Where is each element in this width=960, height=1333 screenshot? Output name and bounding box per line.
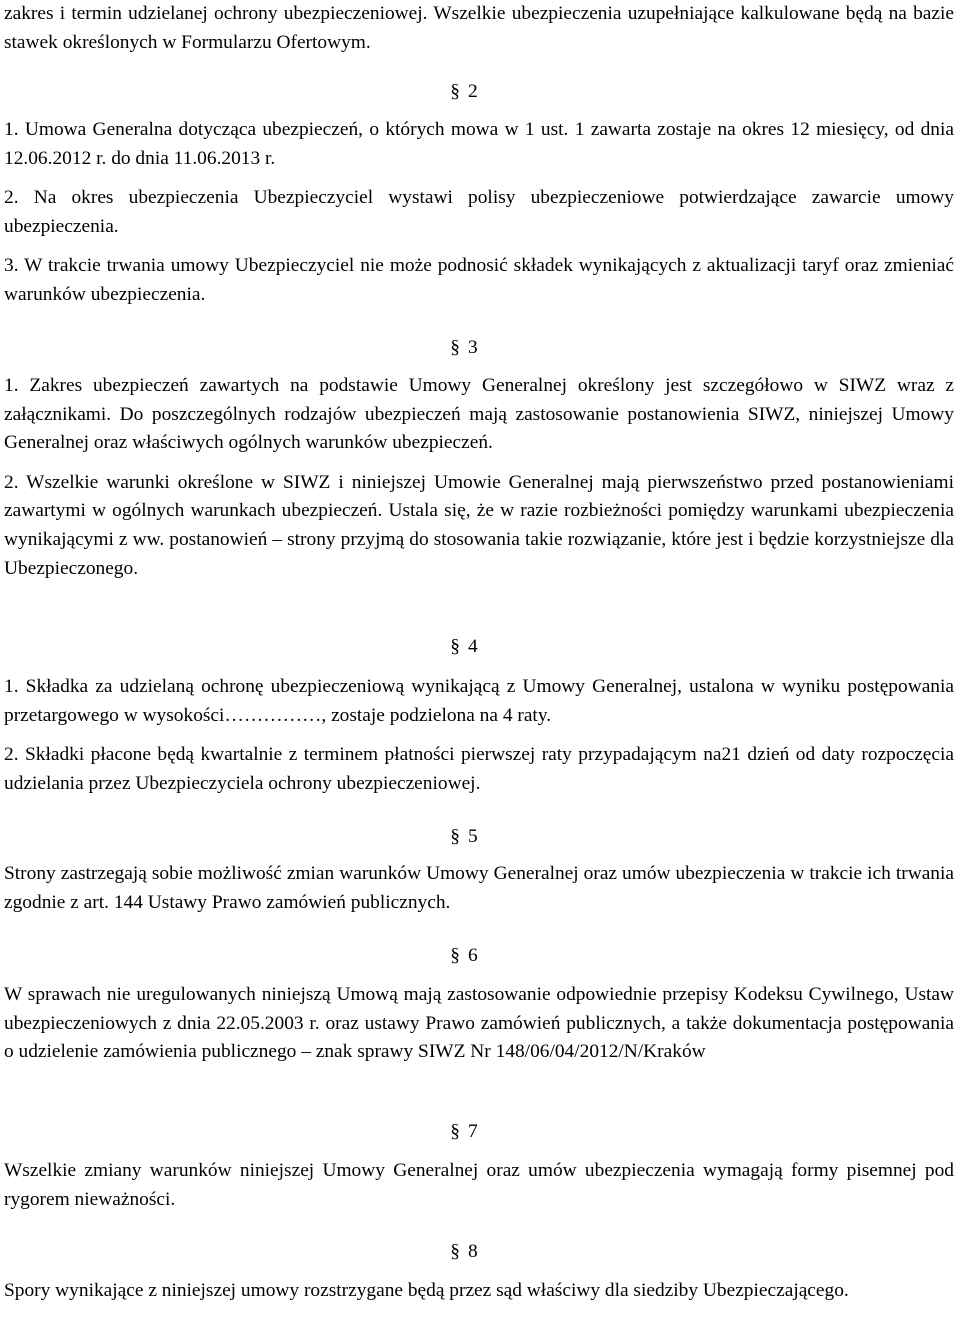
section-number: 6	[468, 945, 478, 966]
section-2-body	[4, 116, 954, 310]
section-number: 2	[468, 81, 478, 102]
section-5-body	[4, 860, 954, 917]
section-6-body	[4, 981, 954, 1067]
section-heading-2	[4, 78, 954, 106]
section-sign: §	[450, 81, 460, 102]
section-heading-5	[4, 823, 954, 851]
section-sign: §	[450, 826, 460, 847]
section-4-paragraph-2: 2. Składki płacone będą kwartalnie z terminem płatności pierwszej raty przypadającym na21 dzień od daty rozpoczęcia udzielania przez Ubezpieczyciela ochrony ubezpieczeniowej.	[4, 744, 954, 794]
section-number: 5	[468, 826, 478, 847]
section-4-paragraph-1: 1. Składka za udzielaną ochronę ubezpieczeniową wynikającą z Umowy Generalnej, ustalona w wyniku postępowania przetargowego w wysokości……………, zostaje podzielona na 4 raty.	[4, 676, 954, 726]
section-3-paragraph-1: 1. Zakres ubezpieczeń zawartych na podstawie Umowy Generalnej określony jest szczegółowo w SIWZ wraz z załącznikami. Do poszczególnych rodzajów ubezpieczeń mają zastosowanie postanowienia SIWZ, niniejszej Umowy Generalnej oraz właściwych ogólnych warunków ubezpieczeń.	[4, 375, 954, 454]
section-7-body	[4, 1157, 954, 1214]
section-heading-4	[4, 633, 954, 661]
section-number: 8	[468, 1241, 478, 1262]
section-8-paragraph-1: Spory wynikające z niniejszej umowy rozstrzygane będą przez sąd właściwy dla siedziby Ubezpieczającego.	[4, 1280, 849, 1301]
section-3-paragraph-2: 2. Wszelkie warunki określone w SIWZ i niniejszej Umowie Generalnej mają pierwszeństwo przed postanowieniami zawartymi w ogólnych warunkach ubezpieczeń. Ustala się, że w razie rozbieżności pomiędzy warunkami ubezpieczenia wynikającymi z ww. postanowień – strony przyjmą do stosowania takie rozwiązanie, które jest i będzie korzystniejsze dla Ubezpieczonego.	[4, 471, 954, 579]
section-sign: §	[450, 337, 460, 358]
section-8-body	[4, 1277, 954, 1306]
section-heading-8	[4, 1238, 954, 1266]
section-sign: §	[450, 1121, 460, 1142]
intro-block	[4, 0, 954, 57]
section-3-body	[4, 372, 954, 583]
section-2-paragraph-3: 3. W trakcie trwania umowy Ubezpieczyciel nie może podnosić składek wynikających z aktualizacji taryf oraz zmieniać warunków ubezpieczenia.	[4, 255, 954, 305]
section-number: 4	[468, 636, 478, 657]
section-4-body	[4, 673, 954, 798]
intro-paragraph: zakres i termin udzielanej ochrony ubezpieczeniowej. Wszelkie ubezpieczenia uzupełniające kalkulowane będą na bazie stawek określonych w Formularzu Ofertowym.	[4, 3, 954, 53]
section-heading-6	[4, 942, 954, 970]
section-6-paragraph-1: W sprawach nie uregulowanych niniejszą Umową mają zastosowanie odpowiednie przepisy Kodeksu Cywilnego, Ustaw ubezpieczeniowych z dnia 22.05.2003 r. oraz ustawy Prawo zamówień publicznych, a także dokumentacja postępowania o udzielenie zamówienia publicznego – znak sprawy SIWZ Nr 148/06/04/2012/N/Kraków	[4, 984, 954, 1063]
section-heading-7	[4, 1118, 954, 1146]
section-7-paragraph-1: Wszelkie zmiany warunków niniejszej Umowy Generalnej oraz umów ubezpieczenia wymagają formy pisemnej pod rygorem nieważności.	[4, 1160, 954, 1210]
section-sign: §	[450, 1241, 460, 1262]
section-5-paragraph-1: Strony zastrzegają sobie możliwość zmian warunków Umowy Generalnej oraz umów ubezpieczenia w trakcie ich trwania zgodnie z art. 144 Ustawy Prawo zamówień publicznych.	[4, 863, 954, 913]
section-sign: §	[450, 945, 460, 966]
section-heading-3	[4, 334, 954, 362]
section-sign: §	[450, 636, 460, 657]
section-number: 7	[468, 1121, 478, 1142]
section-2-paragraph-2: 2. Na okres ubezpieczenia Ubezpieczyciel wystawi polisy ubezpieczeniowe potwierdzające zawarcie umowy ubezpieczenia.	[4, 187, 954, 237]
section-number: 3	[468, 337, 478, 358]
section-2-paragraph-1: 1. Umowa Generalna dotycząca ubezpieczeń, o których mowa w 1 ust. 1 zawarta zostaje na okres 12 miesięcy, od dnia 12.06.2012 r. do dnia 11.06.2013 r.	[4, 119, 954, 169]
